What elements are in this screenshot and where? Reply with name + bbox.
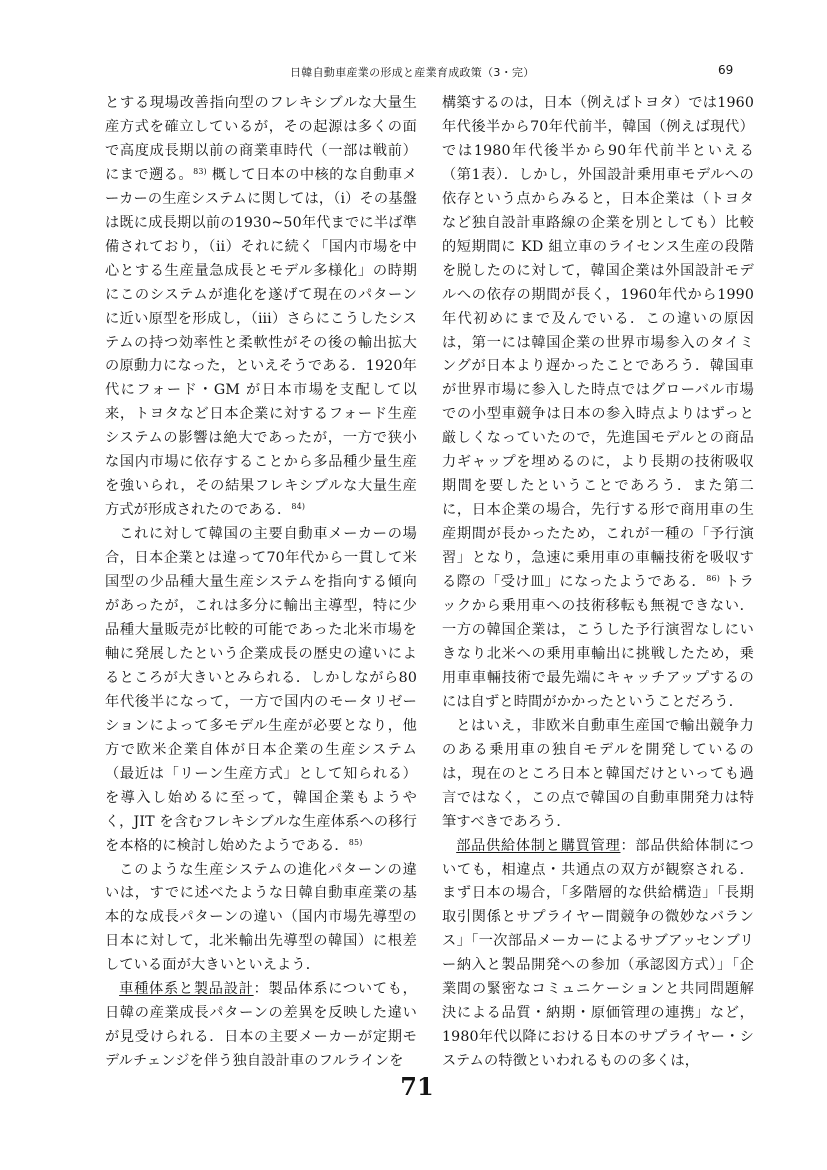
left-paragraph-1: [105, 92, 417, 523]
left-paragraph-4: [105, 978, 417, 1074]
paragraph-text: とする現場改善指向型のフレキシブルな大量生産方式を確立しているが，その起源は多くの面で高度成長期以前の商業車時代（一部は戦前）にまで遡る。: [105, 95, 417, 183]
paragraph-text: ：部品供給体制についても，相違点・共通点の双方が観察される．まず日本の場合，「多階層的な供給構造」「長期取引関係とサプライヤー間競争の微妙なバランス」「一次部品メーカーによるサブアッセンブリー納入と製品開発への参加（承認図方式）」「企業間の緊密なコミュニケーションと共同問題解決による品質・納期・原価管理の連携」など，1980年代以降における日本のサプライヤー・システムの特徴といわれるものの多くは，: [442, 837, 754, 1070]
right-paragraph-1: [442, 92, 754, 715]
page-number: 71: [400, 1072, 434, 1101]
section-heading-parts-supply: 部品供給体制と購買管理: [456, 837, 621, 854]
footnote-ref-85: 85): [348, 837, 363, 847]
section-heading-product-design: 車種体系と製品設計: [119, 981, 254, 998]
paragraph-text: ：製品体系についても，日韓の産業成長パターンの差異を反映した違いが見受けられる．日本の主要メーカーが定期モデルチェンジを伴う独自設計車のフルラインを: [105, 981, 417, 1070]
paragraph-text: 構築するのは，日本（例えばトヨタ）では1960年代後半から70年代前半，韓国（例えば現代）では1980年代後半から90年代前半といえる（第1表）．しかし，外国設計乗用車モデルへの依存という点からみると，日本企業は（トヨタなど独自設計車路線の企業を別としても）比較的短期間に KD 組立車のライセンス生産の段階を脱したのに対して，韓国企業は外国設計モデルへの依存の期間が長く，1960年代から1990年代初めにまで及んでいる．この違いの原因は，第一には韓国企業の世界市場参入のタイミングが日本より遅かったことであろう．韓国車が世界市場に参入した時点ではグローバル市場での小型車競争は日本の参入時点よりはずっと厳しくなっていたので，先進国モデルとの商品力ギャップを埋めるのに，より長期の技術吸収期間を要したということであろう．また第二に，日本企業の場合，先行する形で商用車の生産期間が長かったため，これが一種の「予行演習」となり，急速に乗用車の車輛技術を吸収する際の「受け皿」になったようである．: [442, 95, 754, 591]
left-paragraph-2: [105, 523, 417, 858]
footnote-ref-86: 86): [706, 574, 720, 584]
footnote-ref-83: 83): [193, 166, 207, 176]
running-header-title: 日韓自動車産業の形成と産業育成政策（3・完）: [290, 66, 535, 79]
left-column: [105, 92, 417, 1074]
right-paragraph-3: [442, 835, 754, 1075]
paragraph-text: トラックから乗用車への技術移転も無視できない．一方の韓国企業は，こうした予行演習なしにいきなり北米への乗用車輸出に挑戦したため，乗用車車輛技術で最先端にキャッチアップするのには自ずと時間がかかったということだろう．: [442, 574, 755, 710]
header-page-ref: 69: [718, 63, 734, 77]
left-paragraph-3: このような生産システムの進化パターンの違いは，すでに述べたような日韓自動車産業の基本的な成長パターンの違い（国内市場先導型の日本に対して，北米輸出先導型の韓国）に根差している面が大きいといえよう．: [105, 861, 417, 974]
paragraph-text: これに対して韓国の主要自動車メーカーの場合，日本企業とは違って70年代から一貫して米国型の少品種大量生産システムを指向する傾向があったが，これは多分に輸出主導型，特に少品種大量販売が比較的可能であった北米市場を軸に発展したという企業成長の歴史の違いによるところが大きいとみられる．しかしながら80年代後半になって，一方で国内のモータリゼーションによって多モデル生産が必要となり，他方で欧米企業自体が日本企業の生産システム（最近は「リーン生産方式」として知られる）を導入し始めるに至って，韓国企業もようやく，JIT を含むフレキシブルな生産体系への移行を本格的に検討し始めたようである．: [105, 526, 417, 854]
right-column: [442, 92, 754, 1074]
right-paragraph-2: とはいえ，非欧米自動車生産国で輸出競争力のある乗用車の独自モデルを開発しているのは，現在のところ日本と韓国だけといっても過言ではなく，この点で韓国の自動車開発力は特筆すべきであろう．: [442, 717, 754, 830]
footnote-ref-84: 84): [291, 502, 306, 512]
paragraph-text: 概して日本の中核的な自動車メーカーの生産システムに関しては，（ⅰ）その基盤は既に成長期以前の1930~50年代までに半ば準備されており，（ⅱ）それに続く「国内市場を中心とする生産量急成長とモデル多様化」の時期にこのシステムが進化を遂げて現在のパターンに近い原型を形成し，（ⅲ）さらにこうしたシステムの持つ効率性と柔軟性がその後の輸出拡大の原動力になった，といえそうである．1920年代にフォード・GM が日本市場を支配して以来，トヨタなど日本企業に対するフォード生産システムの影響は絶大であったが，一方で狭小な国内市場に依存することから多品種少量生産を強いられ，その結果フレキシブルな大量生産方式が形成されたのである．: [105, 166, 417, 519]
